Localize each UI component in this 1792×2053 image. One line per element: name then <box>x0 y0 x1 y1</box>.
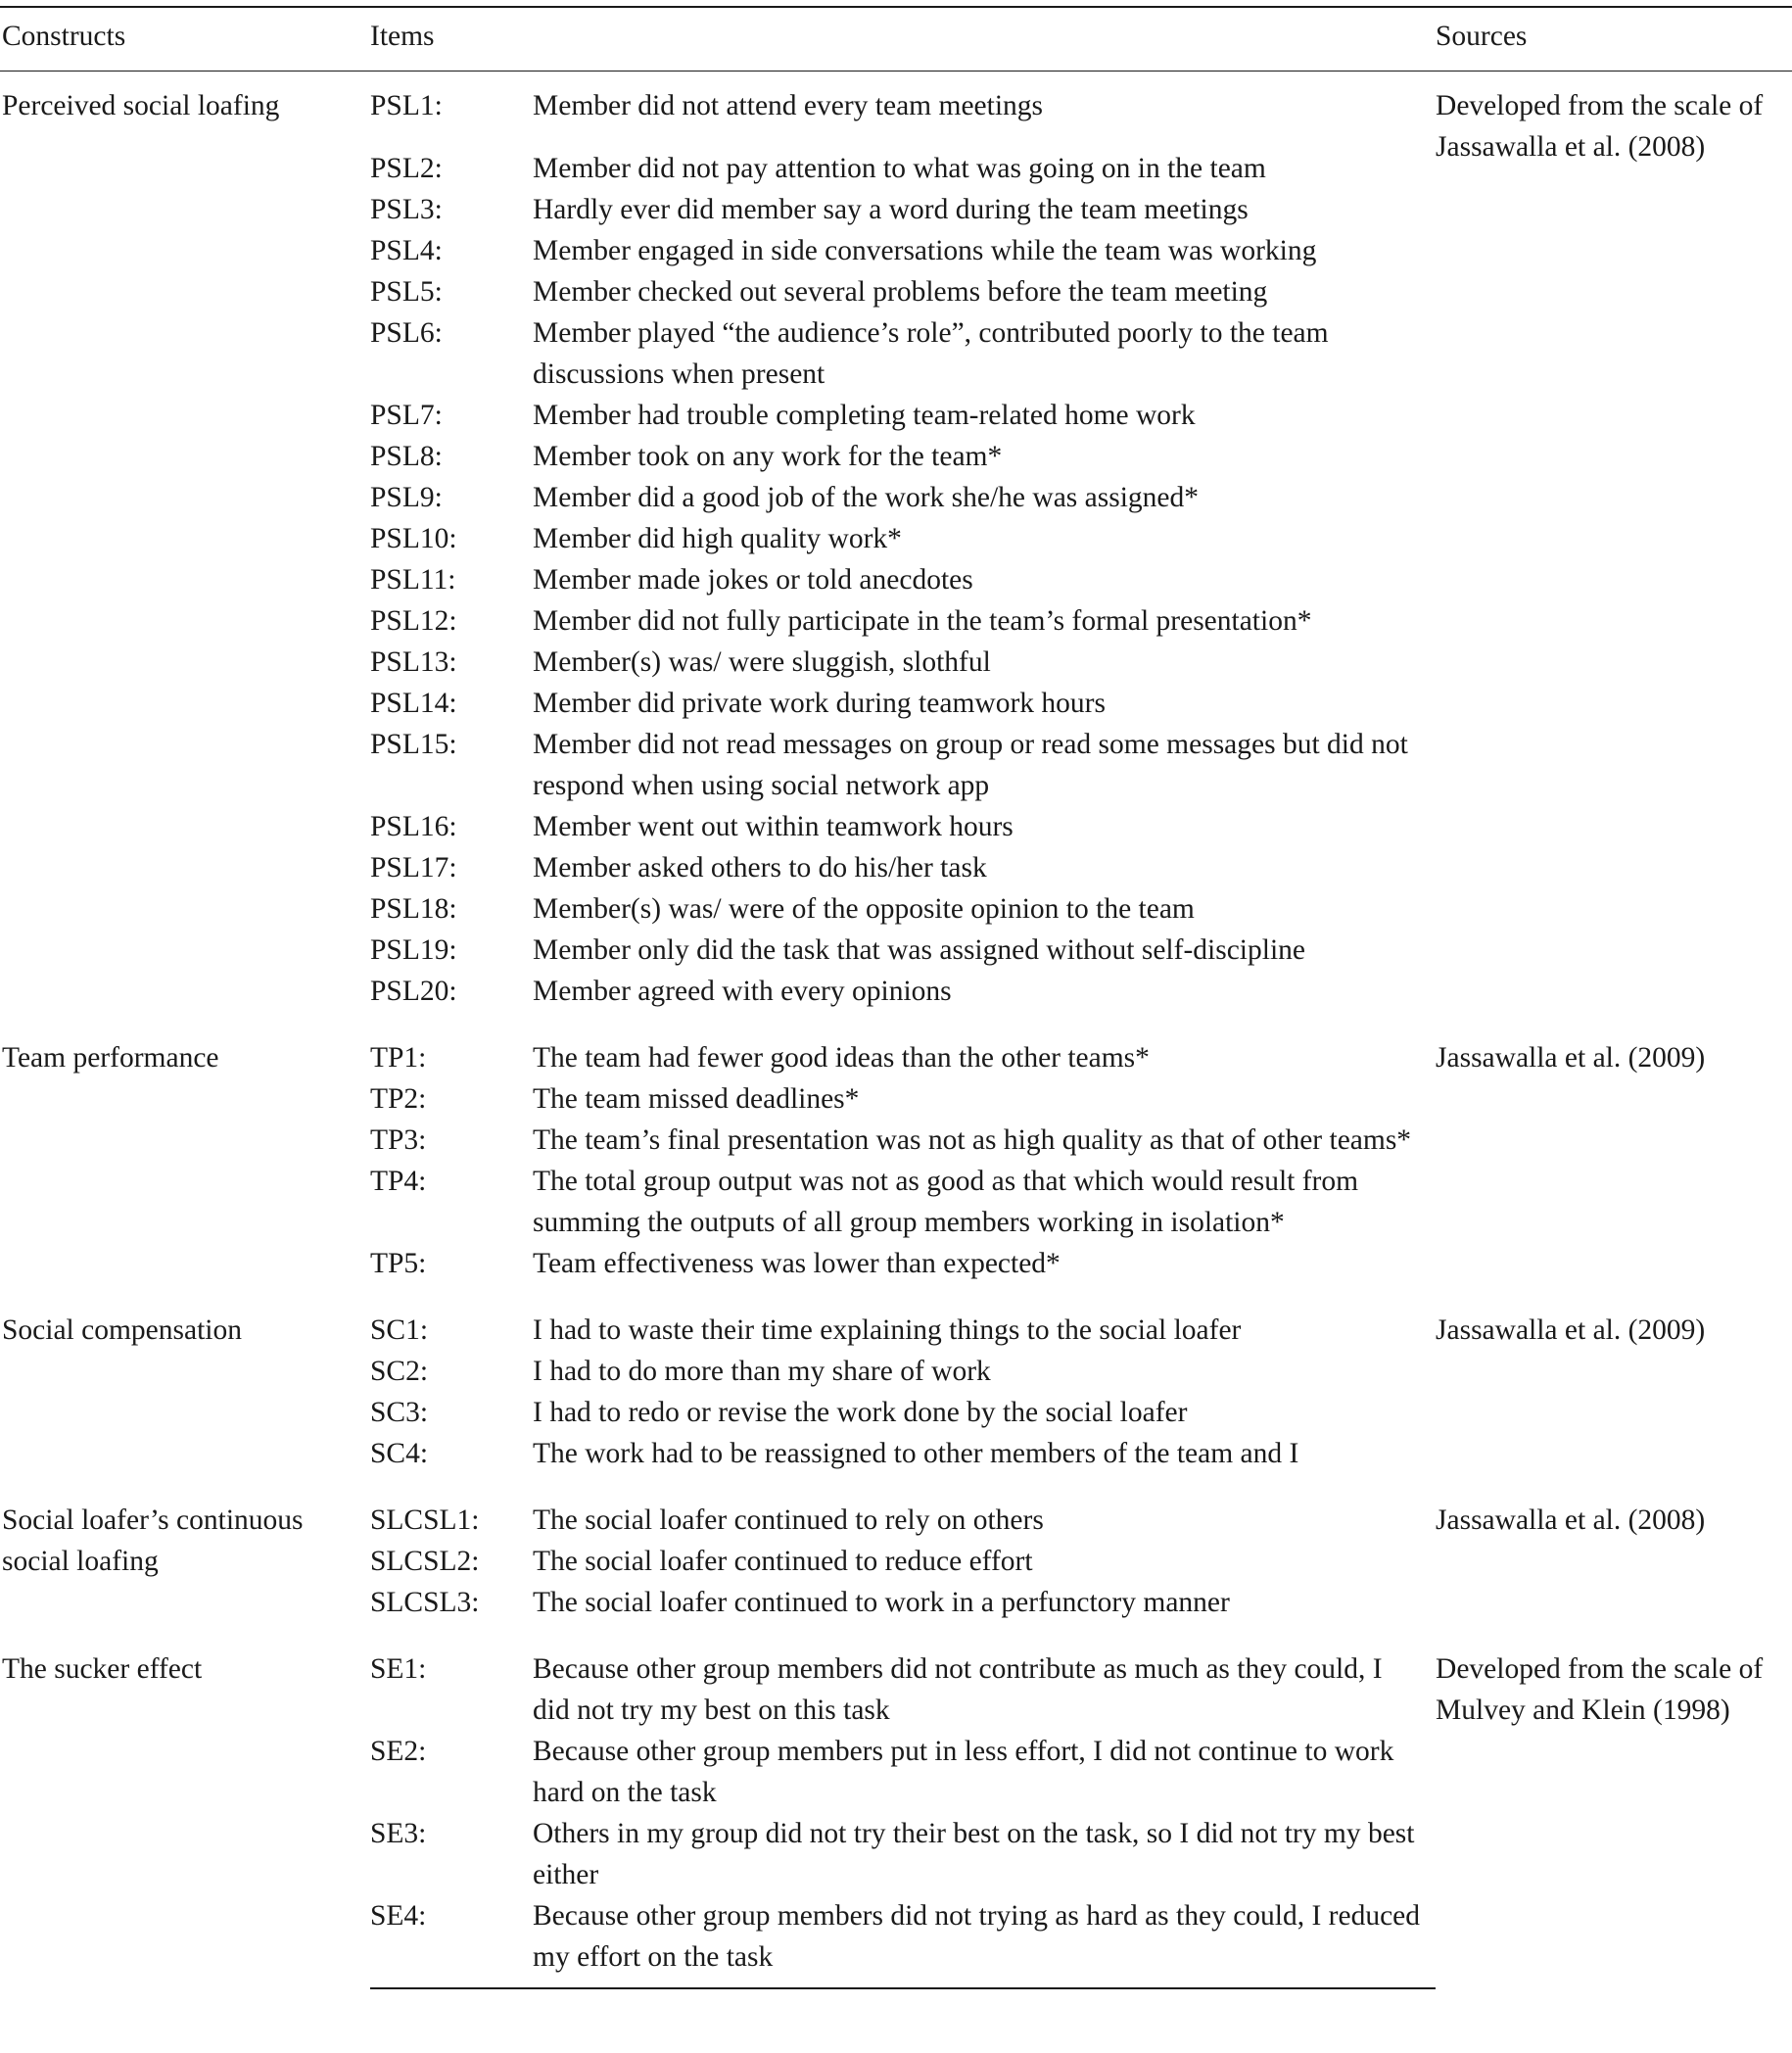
item-text: The team’s final presentation was not as high quality as that of other teams* <box>533 1124 1412 1156</box>
item-code: SLCSL3: <box>370 1587 480 1618</box>
item-text: Member checked out several problems before the team meeting <box>533 276 1268 308</box>
construct-name: Social loafer’s continuous social loafing <box>2 1504 304 1577</box>
item-code: PSL12: <box>370 605 457 637</box>
source-citation: Jassawalla et al. (2009) <box>1436 1042 1706 1074</box>
item-code: SE1: <box>370 1653 427 1685</box>
item-code: PSL19: <box>370 934 457 966</box>
construct-name: Social compensation <box>2 1314 242 1346</box>
item-text: I had to waste their time explaining things to the social loafer <box>533 1314 1242 1346</box>
item-code: SE3: <box>370 1818 427 1849</box>
item-text: Member did not attend every team meetings <box>533 90 1044 121</box>
item-text: The social loafer continued to work in a perfunctory manner <box>533 1587 1230 1618</box>
item-text: Member engaged in side conversations while the team was working <box>533 235 1317 266</box>
item-code: SC2: <box>370 1356 429 1387</box>
item-text: The total group output was not as good as that which would result from summing the outputs of all group members working in isolation* <box>533 1166 1359 1238</box>
item-code: PSL8: <box>370 441 443 472</box>
item-code: SLCSL1: <box>370 1504 480 1536</box>
item-text: Member did not pay attention to what was going on in the team <box>533 153 1266 184</box>
item-code: PSL1: <box>370 90 443 121</box>
header-constructs: Constructs <box>0 7 370 72</box>
item-text: Member made jokes or told anecdotes <box>533 564 973 596</box>
item-text: Member took on any work for the team* <box>533 441 1003 472</box>
header-sources: Sources <box>1436 7 1792 72</box>
table-row <box>0 1488 1792 1541</box>
item-text: Member(s) was/ were of the opposite opinion to the team <box>533 893 1195 925</box>
item-text: I had to redo or revise the work done by the social loafer <box>533 1397 1188 1428</box>
item-text: Member did not read messages on group or read some messages but did not respond when using social network app <box>533 729 1408 801</box>
item-code: TP5: <box>370 1248 427 1279</box>
item-text: Hardly ever did member say a word during the team meetings <box>533 194 1249 225</box>
item-code: SC3: <box>370 1397 429 1428</box>
item-text: Member had trouble completing team-related home work <box>533 400 1196 431</box>
item-code: PSL7: <box>370 400 443 431</box>
item-code: PSL5: <box>370 276 443 308</box>
item-code: PSL15: <box>370 729 457 760</box>
construct-name: Team performance <box>2 1042 219 1074</box>
table-row <box>0 72 1792 149</box>
item-text: Because other group members did not contribute as much as they could, I did not try my best on this task <box>533 1653 1383 1726</box>
item-code: TP1: <box>370 1042 427 1074</box>
header-items: Items <box>370 7 1436 72</box>
item-code: SE2: <box>370 1736 427 1767</box>
item-text: Others in my group did not try their best on the task, so I did not try my best either <box>533 1818 1415 1890</box>
item-text: The social loafer continued to reduce effort <box>533 1546 1033 1577</box>
item-code: PSL11: <box>370 564 456 596</box>
item-text: Team effectiveness was lower than expected* <box>533 1248 1061 1279</box>
construct-name: The sucker effect <box>2 1653 203 1685</box>
item-text: The team missed deadlines* <box>533 1083 860 1115</box>
item-code: SLCSL2: <box>370 1546 480 1577</box>
source-citation: Developed from the scale of Mulvey and Klein (1998) <box>1436 1653 1764 1726</box>
item-code: PSL10: <box>370 523 457 554</box>
item-code: PSL14: <box>370 688 457 719</box>
item-code: PSL6: <box>370 317 443 349</box>
table-body <box>0 72 1792 1989</box>
item-text: Member did private work during teamwork hours <box>533 688 1106 719</box>
item-code: PSL4: <box>370 235 443 266</box>
item-text: Member played “the audience’s role”, contributed poorly to the team discussions when present <box>533 317 1329 390</box>
item-code: SE4: <box>370 1895 533 1988</box>
item-code: SC1: <box>370 1314 429 1346</box>
item-text: Member did not fully participate in the team’s formal presentation* <box>533 605 1312 637</box>
item-code: PSL2: <box>370 153 443 184</box>
item-text: Because other group members put in less effort, I did not continue to work hard on the task <box>533 1736 1394 1808</box>
item-text: Member only did the task that was assigned without self-discipline <box>533 934 1305 966</box>
item-text: The social loafer continued to rely on others <box>533 1504 1044 1536</box>
item-text: The team had fewer good ideas than the other teams* <box>533 1042 1150 1074</box>
item-code: PSL20: <box>370 976 457 1007</box>
item-code: PSL18: <box>370 893 457 925</box>
item-text: I had to do more than my share of work <box>533 1356 991 1387</box>
source-citation: Jassawalla et al. (2009) <box>1436 1314 1706 1346</box>
item-text: Member went out within teamwork hours <box>533 811 1014 842</box>
item-text: Member agreed with every opinions <box>533 976 952 1007</box>
item-text: Member(s) was/ were sluggish, slothful <box>533 646 991 678</box>
item-text: Member did a good job of the work she/he was assigned* <box>533 482 1199 513</box>
source-citation: Jassawalla et al. (2008) <box>1436 1504 1706 1536</box>
construct-name: Perceived social loafing <box>2 90 280 121</box>
table-row <box>0 1026 1792 1078</box>
item-text: Because other group members did not trying as hard as they could, I reduced my effort on the task <box>533 1895 1436 1988</box>
table-row <box>0 1637 1792 1731</box>
item-code: SC4: <box>370 1438 429 1469</box>
item-code: PSL13: <box>370 646 457 678</box>
source-citation: Developed from the scale of Jassawalla et al. (2008) <box>1436 90 1764 163</box>
measurement-items-table <box>0 6 1792 1989</box>
item-code: TP2: <box>370 1083 427 1115</box>
header-row <box>0 7 1792 72</box>
item-code: PSL17: <box>370 852 457 883</box>
table-row <box>0 1298 1792 1351</box>
item-code: PSL16: <box>370 811 457 842</box>
item-code: TP3: <box>370 1124 427 1156</box>
item-code: PSL9: <box>370 482 443 513</box>
table-header <box>0 7 1792 72</box>
item-text: Member did high quality work* <box>533 523 902 554</box>
item-text: The work had to be reassigned to other members of the team and I <box>533 1438 1299 1469</box>
item-text: Member asked others to do his/her task <box>533 852 987 883</box>
item-code: TP4: <box>370 1166 427 1197</box>
item-code: PSL3: <box>370 194 443 225</box>
